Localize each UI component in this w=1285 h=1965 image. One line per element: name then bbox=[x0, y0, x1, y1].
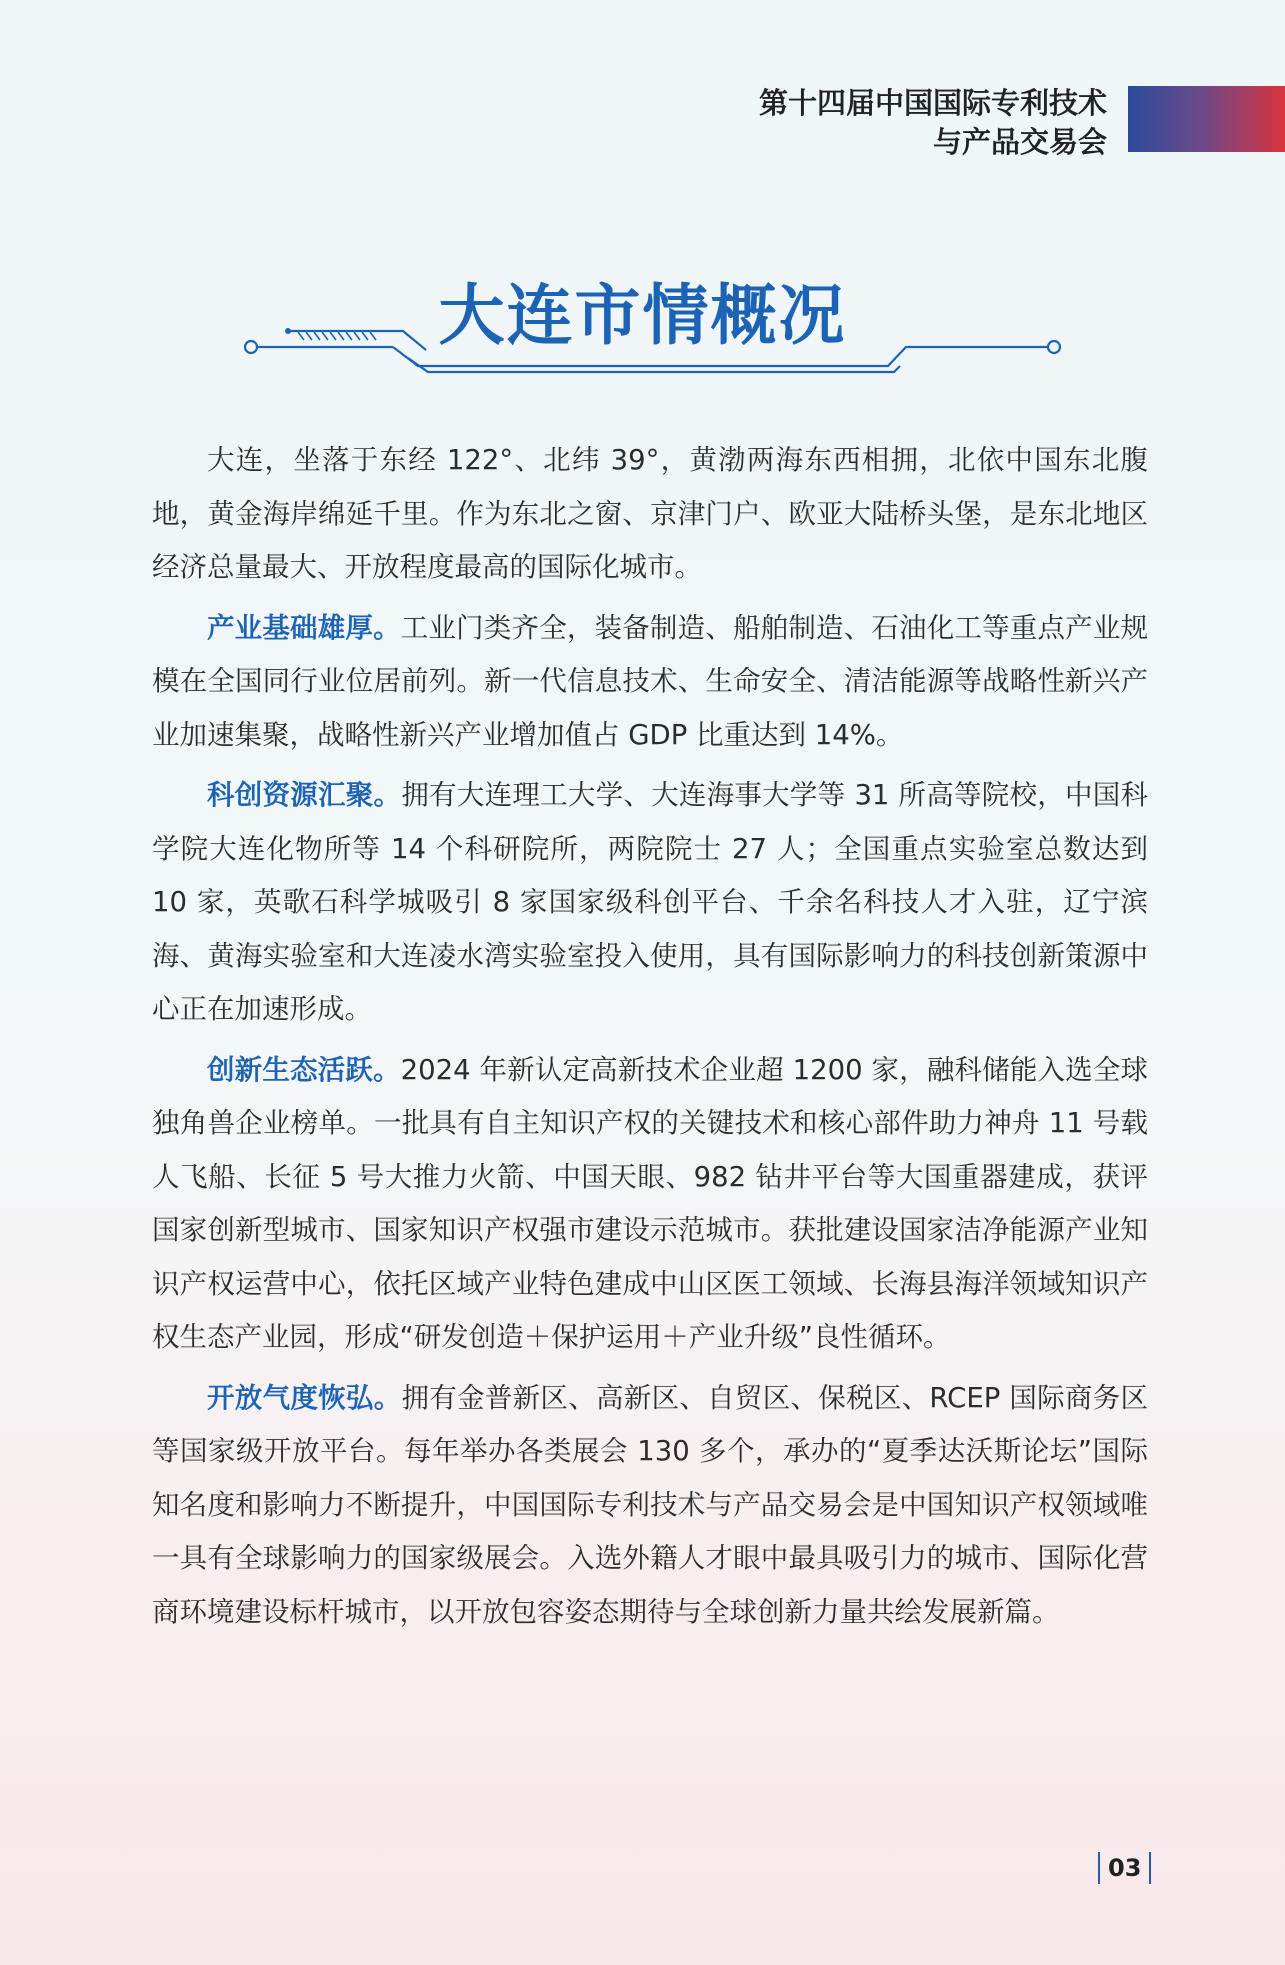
paragraph-intro bbox=[152, 434, 1148, 595]
body-text bbox=[152, 434, 1148, 1646]
paragraph-heading: 创新生态活跃。 bbox=[207, 1053, 401, 1086]
page-title: 大连市情概况 bbox=[438, 277, 847, 354]
title-decoration bbox=[238, 322, 1068, 374]
paragraph-research bbox=[152, 769, 1148, 1037]
paragraph-industry bbox=[152, 602, 1148, 763]
paragraph-heading: 科创资源汇聚。 bbox=[207, 779, 402, 811]
paragraph-openness bbox=[152, 1372, 1148, 1640]
paragraph-heading: 开放气度恢弘。 bbox=[207, 1381, 402, 1414]
page-number: 03 bbox=[1098, 1852, 1151, 1884]
header-color-bar bbox=[1128, 86, 1285, 152]
paragraph-text: 拥有金普新区、高新区、自贸区、保税区、RCEP 国际商务区等国家级开放平台。每年举办各类展会 130 多个，承办的“夏季达沃斯论坛”国际知名度和影响力不断提升，中国国际专利技术与产品交易会是中国知识产权领域唯一具有全球影响力的国家级展会。入选外籍人才眼中最具吸引力的城市、国际化营商环境建设标杆城市，以开放包容姿态期待与全球创新力量共绘发展新篇。 bbox=[152, 1381, 1148, 1628]
paragraph-text: 工业门类齐全，装备制造、船舶制造、石油化工等重点产业规模在全国同行业位居前列。新一代信息技术、生命安全、清洁能源等战略性新兴产业加速集聚，战略性新兴产业增加值占 GDP 比重达到 14%。 bbox=[152, 611, 1149, 751]
paragraph-heading: 产业基础雄厚。 bbox=[207, 611, 401, 644]
paragraph-text: 大连，坐落于东经 122°、北纬 39°，黄渤两海东西相拥，北依中国东北腹地，黄金海岸绵延千里。作为东北之窗、京津门户、欧亚大陆桥头堡，是东北地区经济总量最大、开放程度最高的国际化城市。 bbox=[152, 444, 1148, 583]
paragraph-text: 2024 年新认定高新技术企业超 1200 家，融科储能入选全球独角兽企业榜单。一批具有自主知识产权的关键技术和核心部件助力神舟 11 号载人飞船、长征 5 号大推力火箭、中国天眼、982 钻井平台等大国重器建成，获评国家创新型城市、国家知识产权强市建设示范城市。获批建设国家洁净能源产业知识产权运营中心，依托区域产业特色建成中山区医工领域、长海县海洋领域知识产权生态产业园，形成“研发创造＋保护运用＋产业升级”良性循环。 bbox=[152, 1053, 1148, 1353]
paragraph-innovation bbox=[152, 1044, 1148, 1365]
paragraph-text: 拥有大连理工大学、大连海事大学等 31 所高等院校，中国科学院大连化物所等 14 个科研院所，两院院士 27 人；全国重点实验室总数达到 10 家，英歌石科学城吸引 8 家国家级科创平台、千余名科技人才入驻，辽宁滨海、黄海实验室和大连凌水湾实验室投入使用，具有国际影响力的科技创新策源中心正在加速形成。 bbox=[152, 779, 1148, 1025]
header-title-line2: 与产品交易会 bbox=[932, 125, 1107, 159]
header-title bbox=[759, 84, 1107, 162]
header-title-line1: 第十四届中国国际专利技术 bbox=[758, 86, 1107, 120]
